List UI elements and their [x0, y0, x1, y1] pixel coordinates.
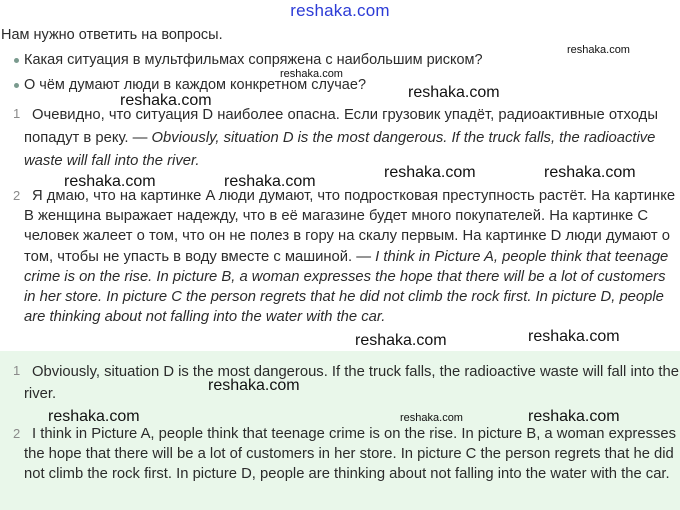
question-text: О чём думают люди в каждом конкретном случае?: [24, 77, 367, 93]
watermark: reshaka.com: [567, 44, 630, 56]
translation-number: 2: [13, 426, 21, 441]
intro-text: Нам нужно ответить на вопросы.: [1, 27, 223, 43]
watermark: reshaka.com: [384, 164, 476, 181]
translation-2: [13, 424, 680, 484]
answer-1: [13, 104, 680, 173]
watermark: reshaka.com: [528, 408, 620, 425]
answer-number: 1: [13, 106, 21, 121]
translation-number: 1: [13, 363, 21, 378]
answer-number: 2: [13, 188, 21, 203]
watermark: reshaka.com: [528, 328, 620, 345]
bullet-icon: [14, 58, 19, 63]
watermark: reshaka.com: [544, 164, 636, 181]
question-text: Какая ситуация в мультфильмах сопряжена с наибольшим риском?: [24, 52, 483, 68]
translation-text: Obviously, situation D is the most dangerous. If the truck falls, the radioactive waste will fall into the river.: [24, 364, 679, 402]
bullet-icon: [14, 83, 19, 88]
answer-russian: Я дмаю, что на картинке A люди думают, что подростковая преступность растёт. На картинке B женщина выражает надежду, что в её магазине будет много покупателей. На картинке C человек жалеет о том, что он не полез в гору на скалу первым. На картинке D люди думают о том, чтобы не упасть в воду вместе с машиной. —: [24, 188, 676, 265]
translation-1: [13, 361, 680, 405]
watermark: reshaka.com: [280, 68, 343, 80]
answer-english: I think in Picture A, people think that teenage crime is on the rise. In picture B, a woman expresses the hope that there will be a lot of customers in her store. In picture C the person regrets that he did not climb the rock first. In picture D, people are thinking about not falling into the water with the car.: [24, 248, 669, 326]
watermark: reshaka.com: [120, 92, 212, 109]
watermark: reshaka.com: [64, 173, 156, 190]
watermark: reshaka.com: [400, 412, 463, 424]
translation-block: [0, 351, 680, 510]
translation-text: I think in Picture A, people think that teenage crime is on the rise. In picture B, a woman expresses the hope that there will be a lot of customers in her store. In picture C the person regrets that he did not climb the rock first. In picture D, people are thinking about not falling into the water with the car.: [24, 426, 677, 482]
answer-russian: Очевидно, что ситуация D наиболее опасна. Если грузовик упадёт, радиоактивные отходы попадут в реку. —: [24, 107, 658, 146]
watermark: reshaka.com: [355, 332, 447, 349]
site-logo[interactable]: reshaka.com: [290, 1, 390, 20]
watermark: reshaka.com: [408, 84, 500, 101]
answer-english: Obviously, situation D is the most dangerous. If the truck falls, the radioactive waste will fall into the river.: [24, 130, 656, 169]
watermark: reshaka.com: [48, 408, 140, 425]
answer-2: [13, 186, 680, 327]
watermark: reshaka.com: [224, 173, 316, 190]
watermark: reshaka.com: [208, 377, 300, 394]
